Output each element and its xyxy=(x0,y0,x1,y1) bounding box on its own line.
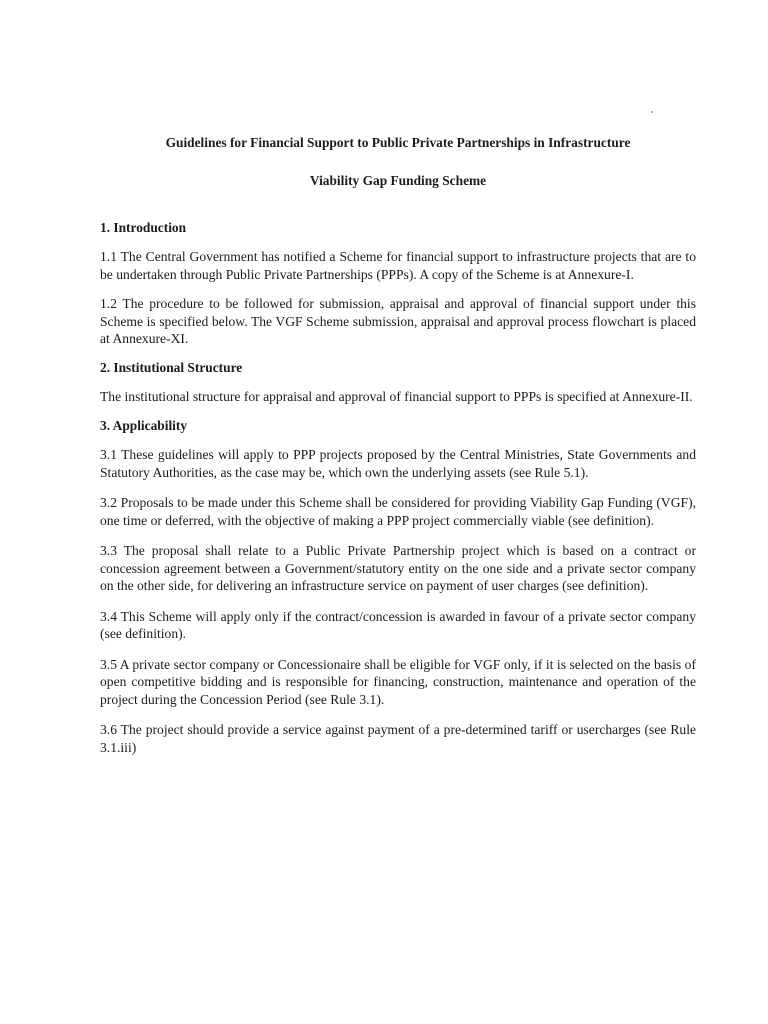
document-title: Guidelines for Financial Support to Public Private Partnerships in Infrastructure xyxy=(165,135,631,150)
section-heading-institutional-structure: 2. Institutional Structure xyxy=(100,359,243,375)
scan-speck xyxy=(651,111,653,113)
paragraph-3-4: 3.4 This Scheme will apply only if the contract/concession is awarded in favour of a private sector company (see definition). xyxy=(100,608,696,641)
document-subtitle: Viability Gap Funding Scheme xyxy=(309,173,487,188)
paragraph-3-3: 3.3 The proposal shall relate to a Public Private Partnership project which is based on a contract or concession agreement between a Government/statutory entity on the one side and a private sector company on the other side, for delivering an infrastructure service on payment of user charges (see definition). xyxy=(100,543,696,593)
paragraph-2: The institutional structure for appraisal and approval of financial support to PPPs is specified at Annexure-II. xyxy=(100,388,693,404)
paragraph-3-5: 3.5 A private sector company or Concessionaire shall be eligible for VGF only, if it is selected on the basis of open competitive bidding and is responsible for financing, construction, maintenance and operation of the project during the Concession Period (see Rule 3.1). xyxy=(100,656,696,707)
section-heading-introduction: 1. Introduction xyxy=(100,220,187,235)
paragraph-1-1: 1.1 The Central Government has notified a Scheme for financial support to infrastructure projects that are to be undertaken through Public Private Partnerships (PPPs). A copy of the Scheme is at Annexure-I. xyxy=(100,249,696,282)
section-heading-applicability: 3. Applicability xyxy=(100,418,188,433)
paragraph-3-6: 3.6 The project should provide a service against payment of a pre-determined tariff or usercharges (see Rule 3.1.iii) xyxy=(100,722,696,755)
paragraph-3-1: 3.1 These guidelines will apply to PPP projects proposed by the Central Ministries, State Governments and Statutory Authorities, as the case may be, which own the underlying assets (see Rule 5.1). xyxy=(100,447,696,480)
paragraph-1-2: 1.2 The procedure to be followed for submission, appraisal and approval of financial support under this Scheme is specified below. The VGF Scheme submission, appraisal and approval process flowchart is placed at Annexure-XI. xyxy=(100,296,696,346)
paragraph-3-2: 3.2 Proposals to be made under this Scheme shall be considered for providing Viability Gap Funding (VGF), one time or deferred, with the objective of making a PPP project commercially viable (see definition). xyxy=(100,495,696,528)
